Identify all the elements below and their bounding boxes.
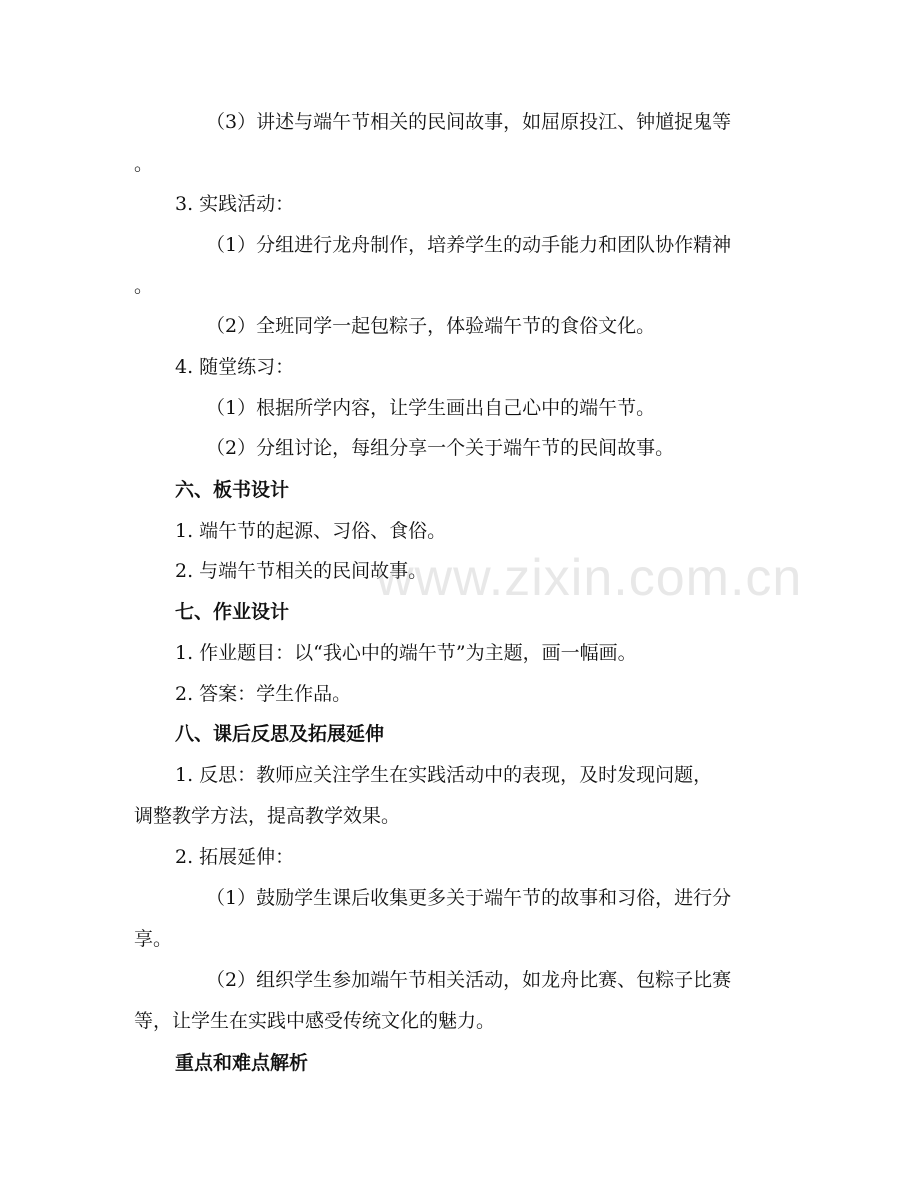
paragraph-continuation: 。 — [134, 275, 154, 297]
paragraph-festival-activities: （2）组织学生参加端午节相关活动，如龙舟比赛、包粽子比赛 — [206, 969, 732, 991]
paragraph-continuation: 调整教学方法，提高教学效果。 — [134, 805, 401, 827]
list-item-reflection: 1. 反思：教师应关注学生在实践活动中的表现，及时发现问题， — [175, 764, 713, 786]
section-heading-homework-design: 七、作业设计 — [175, 601, 290, 623]
list-item-extension: 2. 拓展延伸： — [175, 846, 295, 868]
paragraph-collect-stories: （1）鼓励学生课后收集更多关于端午节的故事和习俗，进行分 — [206, 887, 732, 909]
list-item-folk-stories: 2. 与端午节相关的民间故事。 — [175, 560, 428, 582]
paragraph-continuation: 享。 — [134, 928, 173, 950]
list-item-practice-activity: 3. 实践活动： — [175, 193, 295, 215]
watermark: www.zixin.com.cn — [376, 549, 803, 607]
paragraph-dragon-boat-making: （1）分组进行龙舟制作，培养学生的动手能力和团队协作精神 — [206, 234, 732, 256]
list-item-class-exercise: 4. 随堂练习： — [175, 356, 295, 378]
section-heading-reflection: 八、课后反思及拓展延伸 — [175, 723, 385, 745]
paragraph-group-discussion: （2）分组讨论，每组分享一个关于端午节的民间故事。 — [206, 437, 675, 459]
paragraph-draw-festival: （1）根据所学内容，让学生画出自己心中的端午节。 — [206, 397, 656, 419]
section-heading-key-points: 重点和难点解析 — [175, 1052, 309, 1074]
paragraph-continuation: 。 — [134, 153, 154, 175]
list-item-homework-topic: 1. 作业题目：以“我心中的端午节”为主题，画一幅画。 — [175, 642, 637, 664]
paragraph-folk-stories-item-3: （3）讲述与端午节相关的民间故事，如屈原投江、钟馗捉鬼等 — [206, 111, 732, 133]
section-heading-board-design: 六、板书设计 — [175, 479, 290, 501]
paragraph-zongzi: （2）全班同学一起包粽子，体验端午节的食俗文化。 — [206, 315, 656, 337]
list-item-origin-customs: 1. 端午节的起源、习俗、食俗。 — [175, 520, 447, 542]
paragraph-continuation: 等，让学生在实践中感受传统文化的魅力。 — [134, 1010, 496, 1032]
list-item-answer: 2. 答案：学生作品。 — [175, 683, 352, 705]
